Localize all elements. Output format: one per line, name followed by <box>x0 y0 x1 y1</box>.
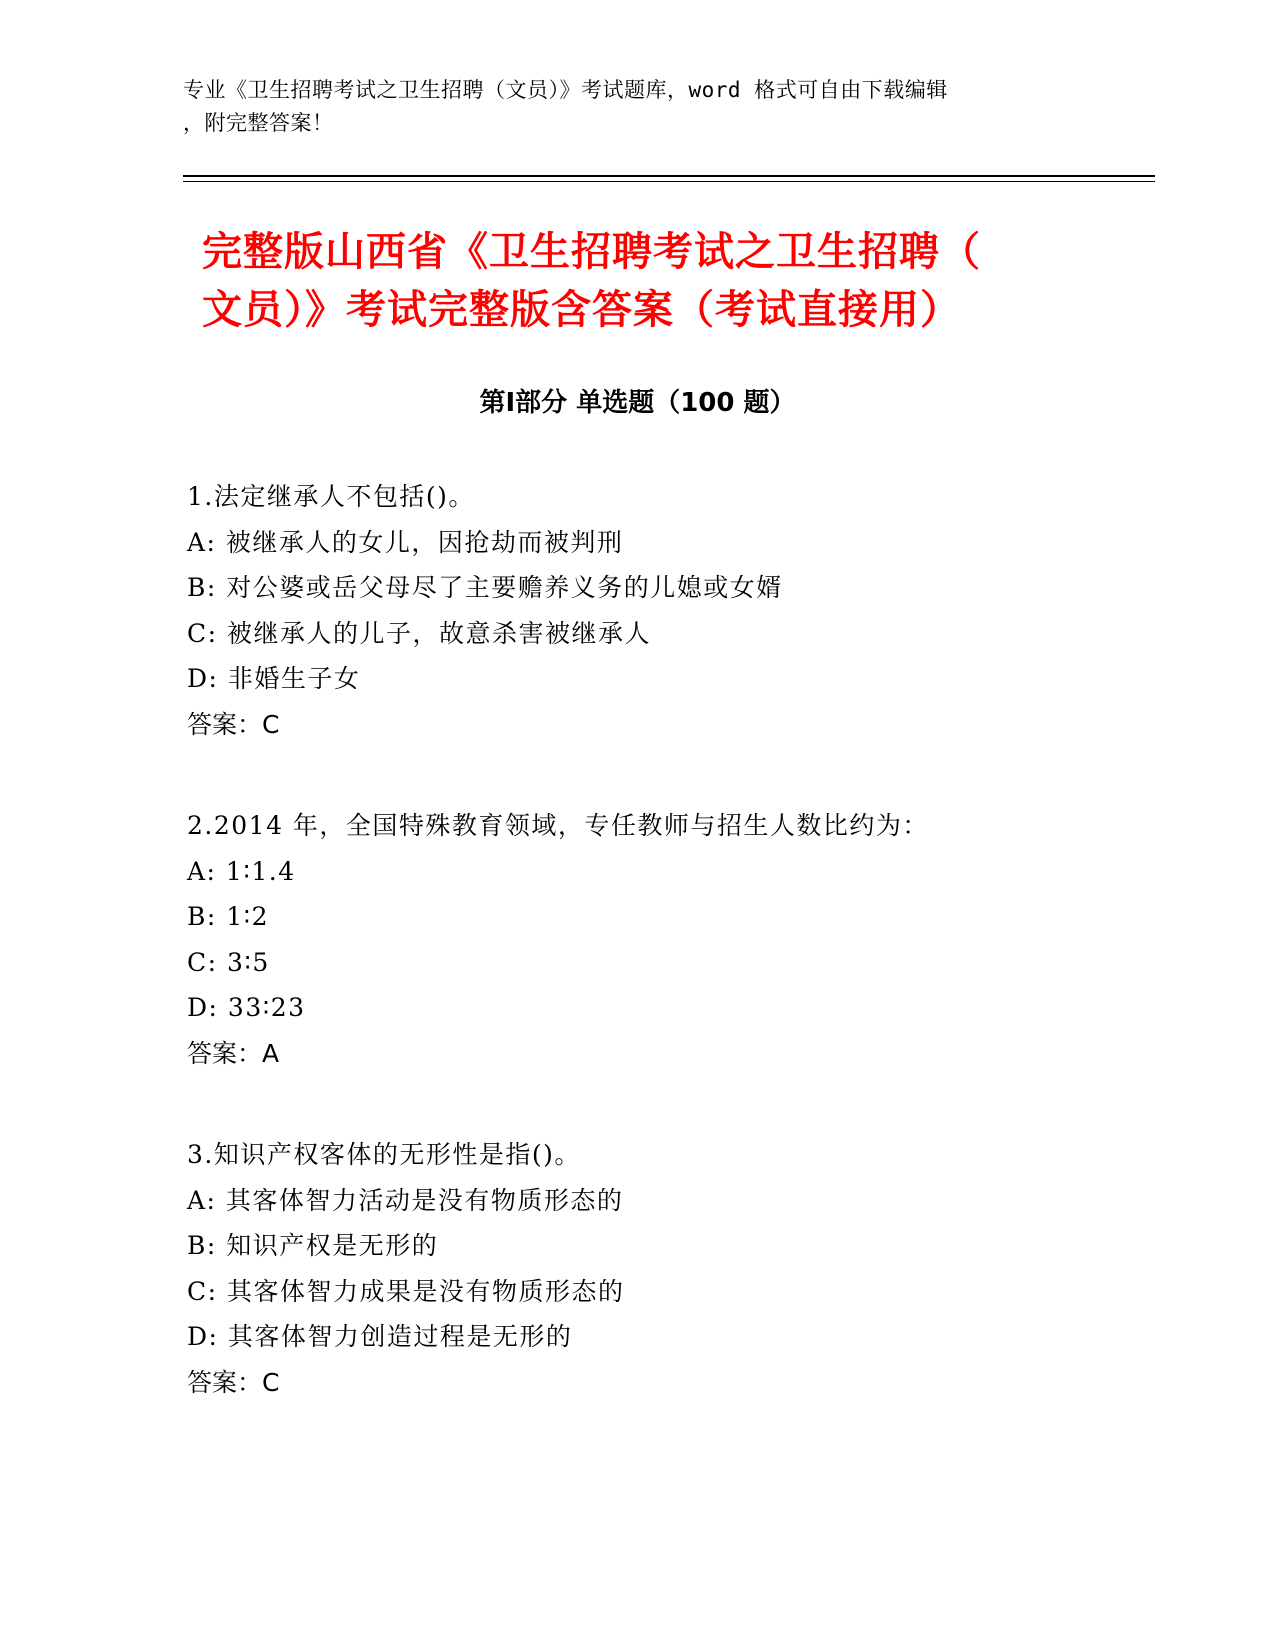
option-d: D: 其客体智力创造过程是无形的 <box>187 1322 573 1351</box>
option-d: D: 33∶23 <box>187 993 306 1022</box>
option-c: C: 3∶5 <box>187 947 270 977</box>
option-b: B: 知识产权是无形的 <box>187 1231 439 1260</box>
question-list <box>187 474 1087 1461</box>
header-rule <box>183 175 1155 177</box>
question-stem: 3.知识产权客体的无形性是指()。 <box>187 1140 581 1169</box>
option-b: B: 对公婆或岳父母尽了主要赡养义务的儿媳或女婿 <box>187 573 783 602</box>
answer: 答案：C <box>187 709 280 739</box>
document-title-line-1: 完整版山西省《卫生招聘考试之卫生招聘（ <box>202 229 981 275</box>
option-c: C: 被继承人的儿子，故意杀害被继承人 <box>187 618 651 648</box>
option-c: C: 其客体智力成果是没有物质形态的 <box>187 1276 625 1306</box>
header-note <box>183 74 1053 140</box>
question-1 <box>187 474 1087 747</box>
question-stem: 2.2014 年，全国特殊教育领域，专任教师与招生人数比约为： <box>187 811 929 840</box>
header-note-line-1: 专业《卫生招聘考试之卫生招聘（文员）》考试题库，word 格式可自由下载编辑 <box>183 78 948 102</box>
answer: 答案：A <box>187 1038 280 1068</box>
option-a: A: 被继承人的女儿，因抢劫而被判刑 <box>187 527 624 557</box>
header-rule-thin <box>183 181 1155 182</box>
option-b: B: 1∶2 <box>187 902 270 931</box>
question-3 <box>187 1132 1087 1405</box>
section-heading: 第Ⅰ部分 单选题（100 题） <box>479 388 796 418</box>
option-a: A: 其客体智力活动是没有物质形态的 <box>187 1185 624 1215</box>
header-note-line-2: ，附完整答案！ <box>183 111 334 135</box>
option-d: D: 非婚生子女 <box>187 664 361 693</box>
question-stem: 1.法定继承人不包括()。 <box>187 482 475 511</box>
document-title-line-2: 文员）》考试完整版含答案（考试直接用） <box>202 287 961 333</box>
answer: 答案：C <box>187 1367 280 1397</box>
option-a: A: 1∶1.4 <box>187 856 296 886</box>
question-2 <box>187 803 1087 1076</box>
document-title <box>202 223 1102 339</box>
